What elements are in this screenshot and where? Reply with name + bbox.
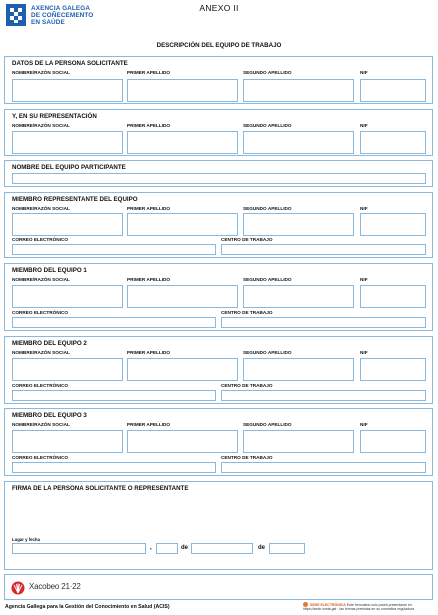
xacobeo-shell-icon	[11, 581, 25, 595]
section-applicant	[4, 56, 433, 104]
member3-workplace-field[interactable]	[221, 462, 426, 473]
workplace-label: CENTRO DE TRABAJO	[221, 310, 273, 315]
name-label: NOMBRE/RAZÓN SOCIAL	[12, 70, 70, 75]
member2-second-surname-field[interactable]	[243, 358, 354, 381]
email-label: CORREO ELECTRÓNICO	[12, 383, 68, 388]
applicant-first-surname-field[interactable]	[127, 79, 238, 102]
section-title: MIEMBRO DEL EQUIPO 2	[12, 340, 87, 347]
year-field[interactable]	[269, 543, 305, 554]
footer-brand-box	[4, 574, 433, 600]
representative-nif-field[interactable]	[360, 131, 426, 154]
section-member-3	[4, 408, 433, 476]
de-separator-2: de	[258, 545, 266, 551]
member2-nif-field[interactable]	[360, 358, 426, 381]
section-title: Y, EN SU REPRESENTACIÓN	[12, 113, 97, 120]
representative-first-surname-field[interactable]	[127, 131, 238, 154]
nif-label: NIF	[360, 206, 368, 211]
email-label: CORREO ELECTRÓNICO	[12, 237, 68, 242]
section-team-name	[4, 160, 433, 187]
workplace-label: CENTRO DE TRABAJO	[221, 237, 273, 242]
section-member-2	[4, 336, 433, 404]
section-team-representative	[4, 192, 433, 258]
section-title: MIEMBRO DEL EQUIPO 3	[12, 412, 87, 419]
place-field[interactable]	[12, 543, 146, 554]
applicant-name-field[interactable]	[12, 79, 123, 102]
name-label: NOMBRE/RAZÓN SOCIAL	[12, 206, 70, 211]
member1-email-field[interactable]	[12, 317, 216, 328]
month-field[interactable]	[191, 543, 253, 554]
section-title: FIRMA DE LA PERSONA SOLICITANTE O REPRESENTANTE	[12, 485, 189, 492]
member3-nif-field[interactable]	[360, 430, 426, 453]
sede-note-line1: Este formulario solo podrá presentarse en	[346, 603, 412, 607]
applicant-nif-field[interactable]	[360, 79, 426, 102]
name-label: NOMBRE/RAZÓN SOCIAL	[12, 277, 70, 282]
member1-name-field[interactable]	[12, 285, 123, 308]
team-rep-first-surname-field[interactable]	[127, 213, 238, 236]
section-title: MIEMBRO REPRESENTANTE DEL EQUIPO	[12, 196, 138, 203]
team-rep-email-field[interactable]	[12, 244, 216, 255]
member2-name-field[interactable]	[12, 358, 123, 381]
first-surname-label: PRIMER APELLIDO	[127, 422, 171, 427]
section-representative	[4, 109, 433, 156]
nif-label: NIF	[360, 422, 368, 427]
de-separator-1: de	[181, 545, 189, 551]
nif-label: NIF	[360, 277, 368, 282]
footer-sede-note	[303, 602, 414, 611]
xacobeo-brand: Xacobeo 21·22	[29, 582, 81, 591]
section-title: MIEMBRO DEL EQUIPO 1	[12, 267, 87, 274]
team-rep-name-field[interactable]	[12, 213, 123, 236]
sede-note-line2: https://sede.xunta.gal · las formas previstas en su normativa reguladora	[303, 607, 415, 612]
second-surname-label: SEGUNDO APELLIDO	[243, 422, 292, 427]
applicant-second-surname-field[interactable]	[243, 79, 354, 102]
agency-name-line3: EN SAÚDE	[31, 19, 65, 27]
first-surname-label: PRIMER APELLIDO	[127, 123, 171, 128]
second-surname-label: SEGUNDO APELLIDO	[243, 206, 292, 211]
team-rep-workplace-field[interactable]	[221, 244, 426, 255]
second-surname-label: SEGUNDO APELLIDO	[243, 350, 292, 355]
first-surname-label: PRIMER APELLIDO	[127, 277, 171, 282]
member2-email-field[interactable]	[12, 390, 216, 401]
first-surname-label: PRIMER APELLIDO	[127, 70, 171, 75]
agency-name-line2: DE COÑECEMENTO	[31, 12, 94, 20]
document-title: DESCRIPCIÓN DEL EQUIPO DE TRABAJO	[156, 42, 282, 49]
footer-agency-name: Agencia Gallega para la Gestión del Conocimiento en Salud (ACIS)	[5, 604, 170, 610]
email-label: CORREO ELECTRÓNICO	[12, 310, 68, 315]
section-title: NOMBRE DEL EQUIPO PARTICIPANTE	[12, 164, 126, 171]
name-label: NOMBRE/RAZÓN SOCIAL	[12, 123, 70, 128]
sede-label: SEDE ELECTRÓNICA	[310, 603, 346, 607]
first-surname-label: PRIMER APELLIDO	[127, 206, 171, 211]
member3-second-surname-field[interactable]	[243, 430, 354, 453]
second-surname-label: SEGUNDO APELLIDO	[243, 277, 292, 282]
annex-label: ANEXO II	[199, 3, 239, 13]
section-signature	[4, 481, 433, 570]
team-rep-second-surname-field[interactable]	[243, 213, 354, 236]
member3-email-field[interactable]	[12, 462, 216, 473]
second-surname-label: SEGUNDO APELLIDO	[243, 123, 292, 128]
workplace-label: CENTRO DE TRABAJO	[221, 455, 273, 460]
name-label: NOMBRE/RAZÓN SOCIAL	[12, 350, 70, 355]
representative-second-surname-field[interactable]	[243, 131, 354, 154]
member1-second-surname-field[interactable]	[243, 285, 354, 308]
team-name-field[interactable]	[12, 173, 426, 184]
nif-label: NIF	[360, 350, 368, 355]
place-date-label: Lugar y fecha	[12, 537, 40, 542]
member3-name-field[interactable]	[12, 430, 123, 453]
nif-label: NIF	[360, 123, 368, 128]
member1-first-surname-field[interactable]	[127, 285, 238, 308]
day-field[interactable]	[156, 543, 178, 554]
comma-separator: ,	[150, 545, 152, 551]
member3-first-surname-field[interactable]	[127, 430, 238, 453]
member1-nif-field[interactable]	[360, 285, 426, 308]
section-member-1	[4, 263, 433, 331]
member1-workplace-field[interactable]	[221, 317, 426, 328]
representative-name-field[interactable]	[12, 131, 123, 154]
agency-name-line1: AXENCIA GALEGA	[31, 5, 91, 12]
email-label: CORREO ELECTRÓNICO	[12, 455, 68, 460]
section-title: DATOS DE LA PERSONA SOLICITANTE	[12, 60, 128, 67]
member2-first-surname-field[interactable]	[127, 358, 238, 381]
first-surname-label: PRIMER APELLIDO	[127, 350, 171, 355]
nif-label: NIF	[360, 70, 368, 75]
name-label: NOMBRE/RAZÓN SOCIAL	[12, 422, 70, 427]
member2-workplace-field[interactable]	[221, 390, 426, 401]
second-surname-label: SEGUNDO APELLIDO	[243, 70, 292, 75]
team-rep-nif-field[interactable]	[360, 213, 426, 236]
workplace-label: CENTRO DE TRABAJO	[221, 383, 273, 388]
